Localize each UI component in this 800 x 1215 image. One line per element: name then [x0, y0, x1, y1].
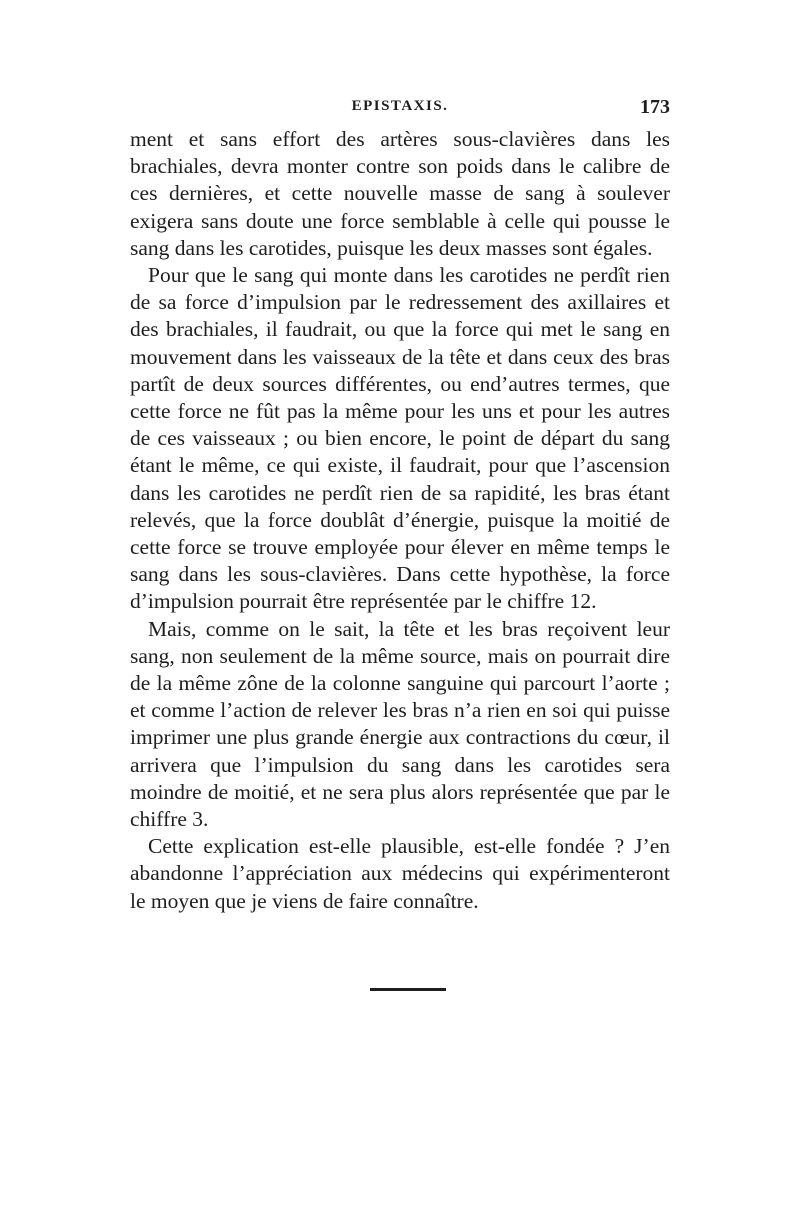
page-header — [130, 96, 670, 120]
paragraph: Pour que le sang qui monte dans les carotides ne perdît rien de sa force d’impulsion par le redressement des axillaires et des brachiales, il faudrait, ou que la force qui met le sang en mouvement dans les vaisseaux de la tête et dans ceux des bras partît de deux sources différentes, ou end’autres termes, que cette force ne fût pas la même pour les uns et pour les autres de ces vaisseaux ; ou bien encore, le point de départ du sang étant le même, ce qui existe, il faudrait, pour que l’ascension dans les carotides ne perdît rien de sa rapidité, les bras étant relevés, que la force doublât d’énergie, puisque la moitié de cette force se trouve employée pour élever en même temps le sang dans les sous-clavières. Dans cette hypothèse, la force d’impulsion pourrait être représentée par le chiffre 12. — [130, 263, 670, 614]
text-body — [130, 126, 670, 915]
section-end-rule — [370, 988, 446, 991]
paragraph: Cette explication est-elle plausible, est-elle fondée ? J’en abandonne l’appréciation aux médecins qui expérimenteront le moyen que je viens de faire connaître. — [130, 834, 670, 913]
paragraph: ment et sans effort des artères sous-clavières dans les brachiales, devra monter contre son poids dans le calibre de ces dernières, et cette nouvelle masse de sang à soulever exigera sans doute une force semblable à celle qui pousse le sang dans les carotides, puisque les deux masses sont égales. — [130, 127, 670, 260]
paragraph: Mais, comme on le sait, la tête et les bras reçoivent leur sang, non seulement de la même source, mais on pourrait dire de la même zône de la colonne sanguine qui parcourt l’aorte ; et comme l’action de relever les bras n’a rien en soi qui puisse imprimer une plus grande énergie aux contractions du cœur, il arrivera que l’impulsion du sang dans les carotides sera moindre de moitié, et ne sera plus alors représentée que par le chiffre 3. — [130, 616, 670, 832]
page-number: 173 — [640, 96, 670, 118]
running-head: EPISTAXIS. — [351, 98, 449, 114]
